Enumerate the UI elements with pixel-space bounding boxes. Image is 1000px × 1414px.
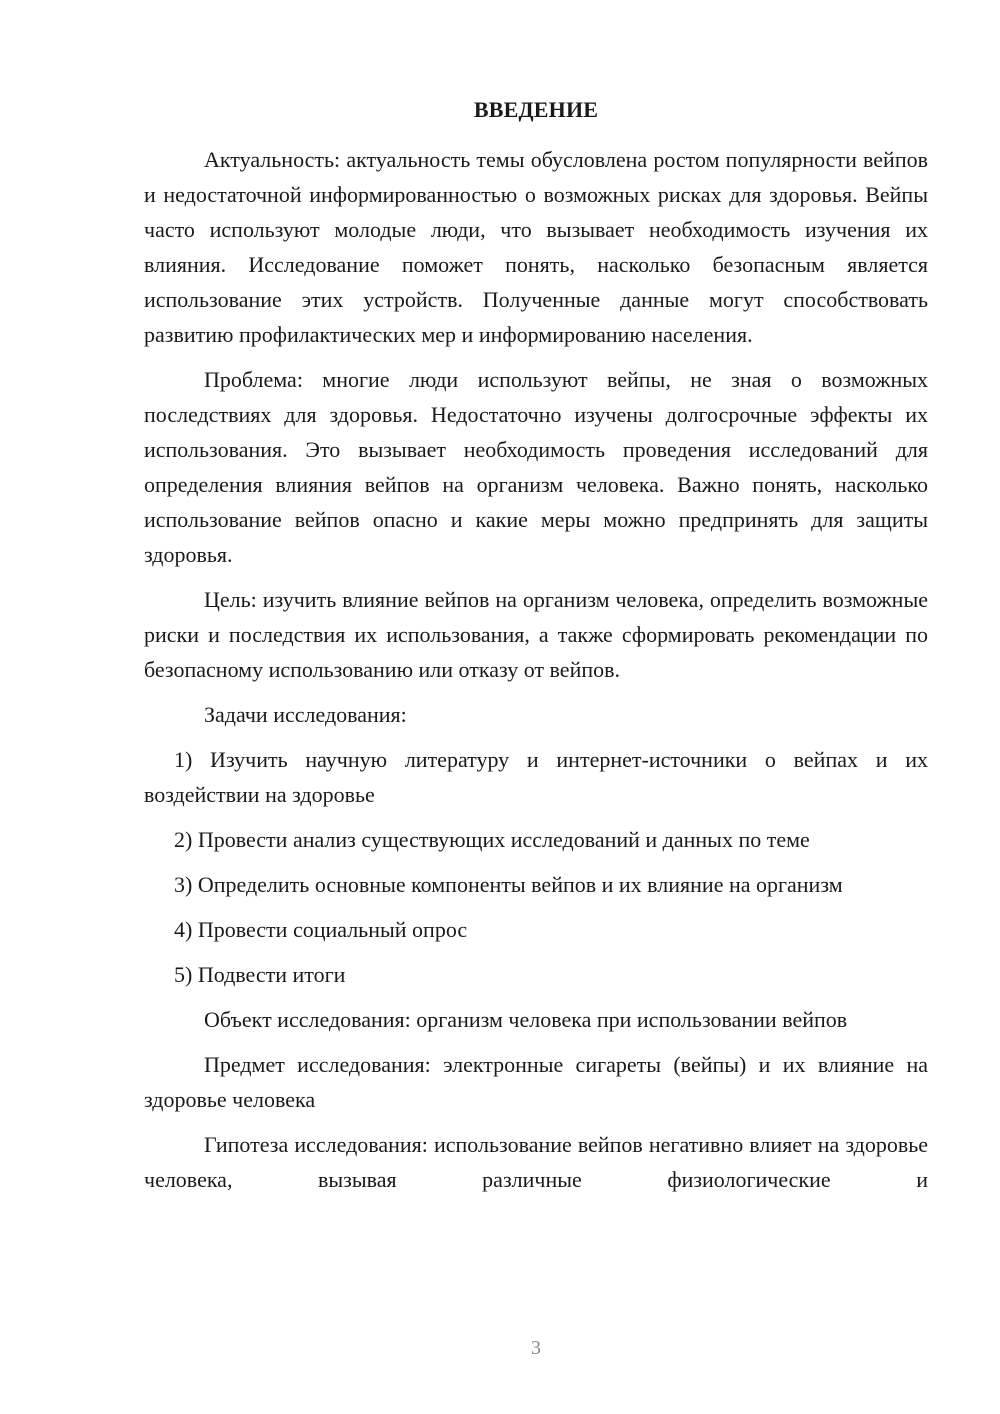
task-item-2: 2) Провести анализ существующих исследований и данных по теме	[174, 827, 810, 852]
task-item-3: 3) Определить основные компоненты вейпов и их влияние на организм	[174, 872, 843, 897]
paragraph-problem: Проблема: многие люди используют вейпы, не зная о возможных последствиях для здоровья. Недостаточно изучены долгосрочные эффекты их использования. Это вызывает необходимость проведения исследований для определения влияния вейпов на организм человека. Важно понять, насколько использование вейпов опасно и какие меры можно предпринять для защиты здоровья.	[144, 367, 928, 567]
document-page	[144, 92, 928, 1207]
tasks-title: Задачи исследования:	[204, 702, 407, 727]
task-item-5: 5) Подвести итоги	[174, 962, 346, 987]
task-item-1: 1) Изучить научную литературу и интернет-источники о вейпах и их воздействии на здоровье	[144, 747, 928, 807]
paragraph-hypothesis: Гипотеза исследования: использование вейпов негативно влияет на здоровье человека, вызывая различные физиологические и	[144, 1132, 928, 1192]
page-number: 3	[531, 1337, 541, 1359]
paragraph-object: Объект исследования: организм человека при использовании вейпов	[204, 1007, 848, 1032]
paragraph-subject: Предмет исследования: электронные сигареты (вейпы) и их влияние на здоровье человека	[144, 1052, 928, 1112]
paragraph-goal: Цель: изучить влияние вейпов на организм человека, определить возможные риски и последствия их использования, а также сформировать рекомендации по безопасному использованию или отказу от вейпов.	[144, 587, 928, 682]
task-item-4: 4) Провести социальный опрос	[174, 917, 468, 942]
section-heading: ВВЕДЕНИЕ	[473, 97, 599, 122]
paragraph-relevance: Актуальность: актуальность темы обусловлена ростом популярности вейпов и недостаточной информированностью о возможных рисках для здоровья. Вейпы часто используют молодые люди, что вызывает необходимость изучения их влияния. Исследование поможет понять, насколько безопасным является использование этих устройств. Полученные данные могут способствовать развитию профилактических мер и информированию населения.	[144, 147, 928, 347]
